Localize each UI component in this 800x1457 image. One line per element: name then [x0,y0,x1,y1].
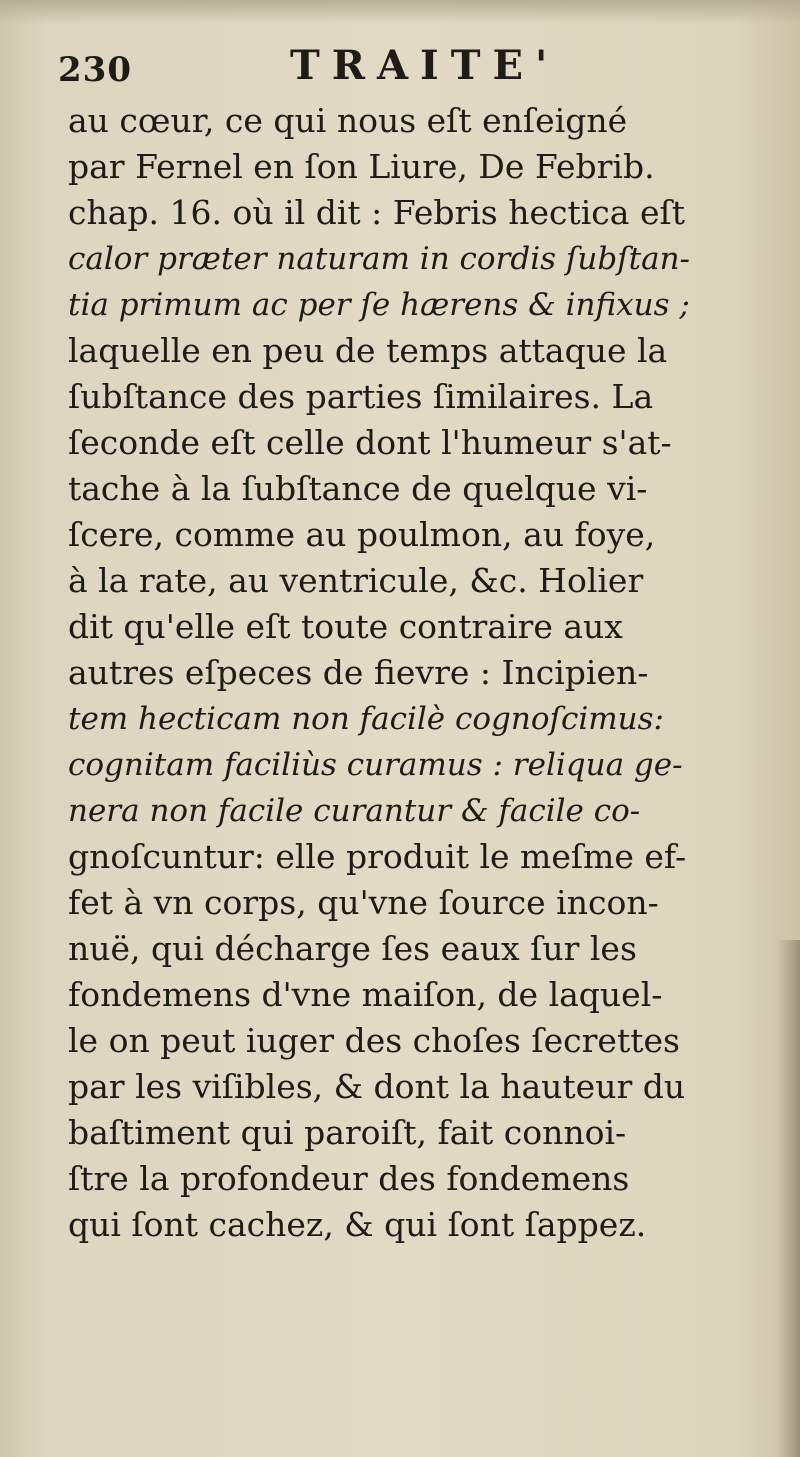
page-top-shadow [0,0,800,24]
text-line: au cœur, ce qui nous eſt enſeigné [68,101,628,140]
text-line: calor præter naturam in cordis ſubſtan- [68,241,691,277]
text-line: cognitam faciliùs curamus : reliqua ge- [68,747,683,783]
text-line: chap. 16. où il dit : Febris hectica eſt [68,193,685,232]
text-line: tache à la ſubſtance de quelque vi- [68,469,648,508]
text-line: baſtiment qui paroiſt, fait connoi- [68,1113,627,1152]
page-header [58,42,758,92]
text-line: nera non facile curantur & facile co- [68,793,641,829]
page-right-edge [776,940,800,1457]
text-line: qui ſont cachez, & qui ſont ſappez. [68,1205,647,1244]
text-line: ſeconde eſt celle dont l'humeur s'at- [68,423,672,462]
text-line: ſtre la profondeur des fondemens [68,1159,630,1198]
text-line: par Fernel en ſon Liure, De Febrib. [68,147,655,186]
text-line: gnoſcuntur: elle produit le meſme ef- [68,837,687,876]
text-line: nuë, qui décharge ſes eaux ſur les [68,929,637,968]
text-line: par les viſibles, & dont la hauteur du [68,1067,686,1106]
text-line: ſubſtance des parties ſimilaires. La [68,377,654,416]
text-line: dit qu'elle eſt toute contraire aux [68,607,623,646]
text-line: autres eſpeces de fievre : Incipien- [68,653,649,692]
text-line: laquelle en peu de temps attaque la [68,331,668,370]
running-title: TRAITE' [290,42,560,89]
text-line: le on peut iuger des choſes ſecrettes [68,1021,680,1060]
text-line: à la rate, au ventricule, &c. Holier [68,561,644,600]
body-text [68,98,768,1248]
page-number: 230 [58,50,132,90]
text-line: tia primum ac per ſe hærens & infixus ; [68,287,690,323]
text-line: ſcere, comme au poulmon, au foye, [68,515,656,554]
text-line: tem hecticam non facilè cognoſcimus: [68,701,664,737]
text-line: fet à vn corps, qu'vne ſource incon- [68,883,659,922]
text-line: fondemens d'vne maiſon, de laquel- [68,975,663,1014]
